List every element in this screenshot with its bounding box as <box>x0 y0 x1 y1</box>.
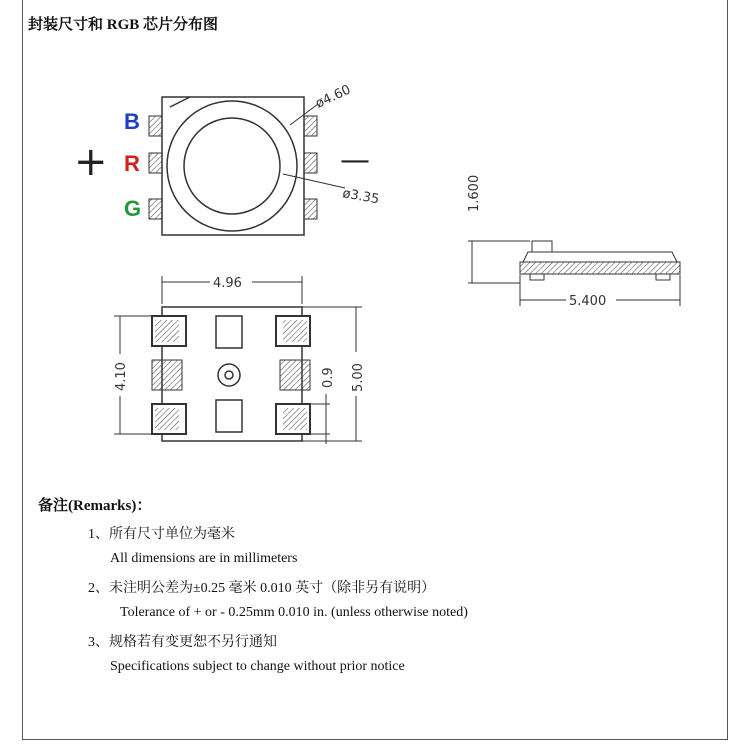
top-pad-left-3 <box>149 199 162 219</box>
remark-2-cn: 2、未注明公差为±0.25 毫米 0.010 英寸（除非另有说明） <box>88 581 436 596</box>
side-foot-right <box>656 274 670 280</box>
top-view <box>74 82 380 235</box>
pin-b-label: B <box>124 109 140 134</box>
pad-pitch-label: 0.9 <box>321 367 336 388</box>
pin-g-label: G <box>124 196 142 221</box>
bottom-pad-left-1-hatch <box>155 320 179 342</box>
pin-r-label: R <box>124 151 140 176</box>
bottom-pad-right-2 <box>280 360 310 390</box>
page-title: 封装尺寸和 RGB 芯片分布图 <box>28 17 219 33</box>
remarks-heading: 备注(Remarks)： <box>38 498 152 514</box>
side-width-label: 5.400 <box>569 294 607 309</box>
bottom-view <box>114 276 366 444</box>
bottom-pad-left-3-hatch <box>155 408 179 430</box>
bottom-pad-right-3-hatch <box>283 408 307 430</box>
top-pad-left-1 <box>149 116 162 136</box>
top-pad-left-2 <box>149 153 162 173</box>
plus-sign: + <box>74 139 108 185</box>
remark-3-cn: 3、规格若有变更恕不另行通知 <box>88 635 277 650</box>
minus-sign: — <box>340 143 370 178</box>
outer-diameter-label: ø4.60 <box>313 82 354 112</box>
top-pad-right-3 <box>304 199 317 219</box>
side-lens-profile <box>523 252 677 262</box>
remark-3-en: Specifications subject to change without prior notice <box>110 659 405 674</box>
length-label: 5.00 <box>351 363 366 392</box>
side-view <box>467 175 680 309</box>
pad-span-label: 4.10 <box>114 362 129 391</box>
inner-diameter-label: ø3.35 <box>341 186 381 208</box>
side-body <box>520 262 680 274</box>
remark-1-en: All dimensions are in millimeters <box>110 551 298 566</box>
side-foot-left <box>530 274 544 280</box>
center-pad-bottom <box>216 400 242 432</box>
bottom-width-label: 4.96 <box>213 276 242 291</box>
bottom-pad-left-2 <box>152 360 182 390</box>
remark-1-cn: 1、所有尺寸单位为毫米 <box>88 527 235 542</box>
side-lens-top <box>532 241 552 252</box>
top-pad-right-2 <box>304 153 317 173</box>
remark-2-en: Tolerance of + or - 0.25mm 0.010 in. (unless otherwise noted) <box>120 605 468 620</box>
center-pad-top <box>216 316 242 348</box>
height-label: 1.600 <box>467 174 482 212</box>
bottom-pad-right-1-hatch <box>283 320 307 342</box>
top-pad-right-1 <box>304 116 317 136</box>
